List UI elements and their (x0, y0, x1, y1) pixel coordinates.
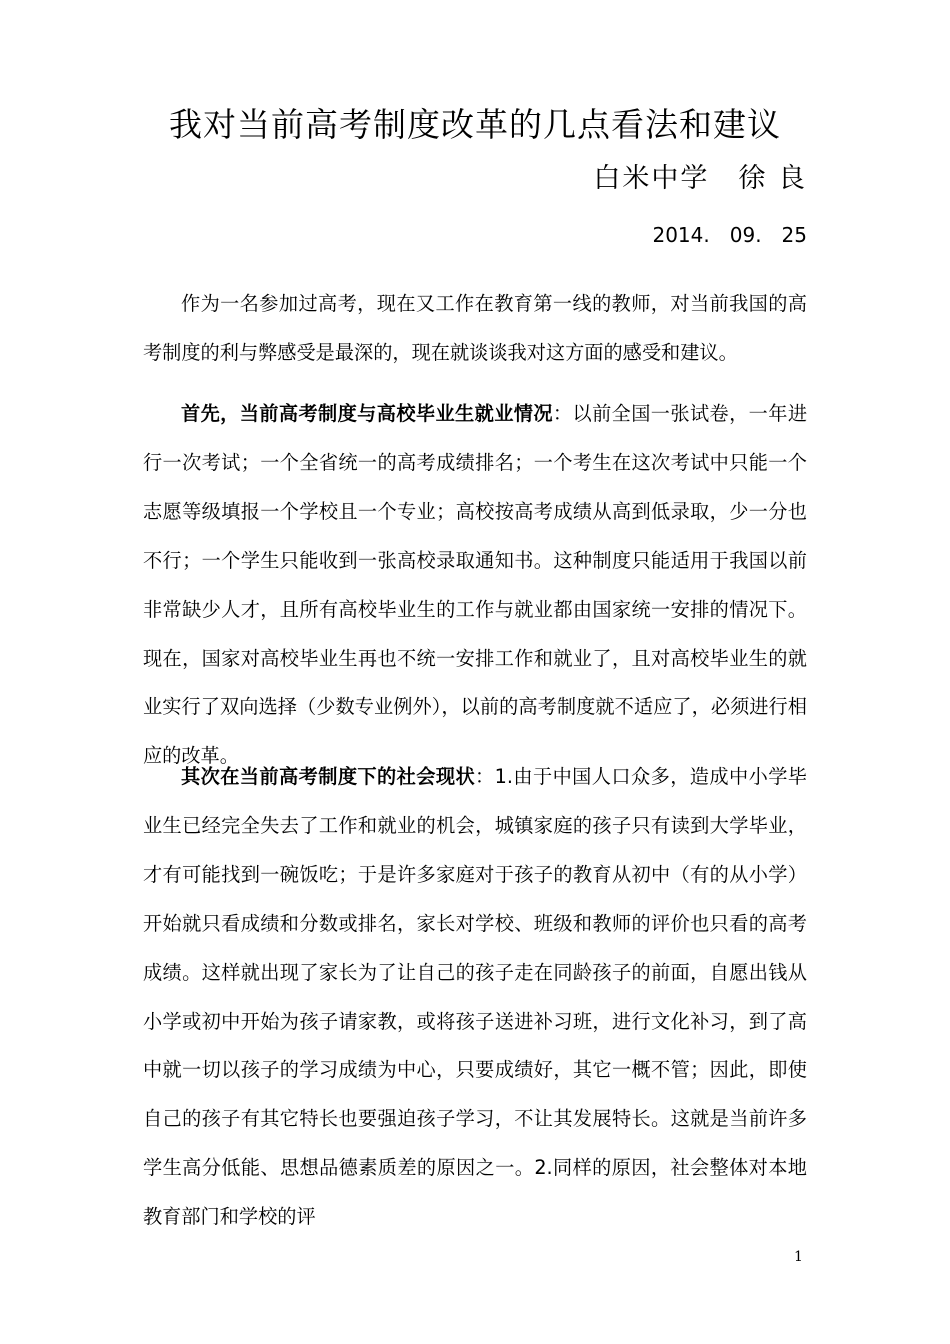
paragraph-second-point (143, 753, 807, 1242)
paragraph-first-point-text: ：以前全国一张试卷，一年进行一次考试；一个全省统一的高考成绩排名；一个考生在这次考试中只能一个志愿等级填报一个学校且一个专业；高校按高考成绩从高到低录取，少一分也不行；一个学生只能收到一张高校录取通知书。这种制度只能适用于我国以前非常缺少人才，且所有高校毕业生的工作与就业都由国家统一安排的情况下。现在，国家对高校毕业生再也不统一安排工作和就业了，且对高校毕业生的就业实行了双向选择（少数专业例外），以前的高考制度就不适应了，必须进行相应的改革。 (143, 402, 808, 768)
paragraph-first-point-heading: 首先，当前高考制度与高校毕业生就业情况 (181, 402, 553, 425)
paragraph-intro (143, 280, 807, 378)
document-title: 我对当前高考制度改革的几点看法和建议 (169, 105, 781, 144)
date-line: 2014. 09. 25 (652, 223, 807, 247)
page-number: 1 (794, 1249, 803, 1265)
paragraph-first-point (143, 390, 807, 781)
paragraph-second-point-text: ：1.由于中国人口众多，造成中小学毕业生已经完全失去了工作和就业的机会，城镇家庭的孩子只有读到大学毕业，才有可能找到一碗饭吃；于是许多家庭对于孩子的教育从初中（有的从小学）开始就只看成绩和分数或排名，家长对学校、班级和教师的评价也只看的高考成绩。这样就出现了家长为了让自己的孩子走在同龄孩子的前面，自愿出钱从小学或初中开始为孩子请家教，或将孩子送进补习班，进行文化补习，到了高中就一切以孩子的学习成绩为中心，只要成绩好，其它一概不管；因此，即使自己的孩子有其它特长也要强迫孩子学习，不让其发展特长。这就是当前许多学生高分低能、思想品德素质差的原因之一。2.同样的原因，社会整体对本地教育部门和学校的评 (143, 765, 807, 1229)
paragraph-second-point-heading: 其次在当前高考制度下的社会现状 (181, 765, 476, 788)
author-line: 白米中学 徐 良 (593, 163, 807, 194)
paragraph-intro-text: 作为一名参加过高考，现在又工作在教育第一线的教师，对当前我国的高考制度的利与弊感受是最深的，现在就谈谈我对这方面的感受和建议。 (143, 292, 807, 364)
